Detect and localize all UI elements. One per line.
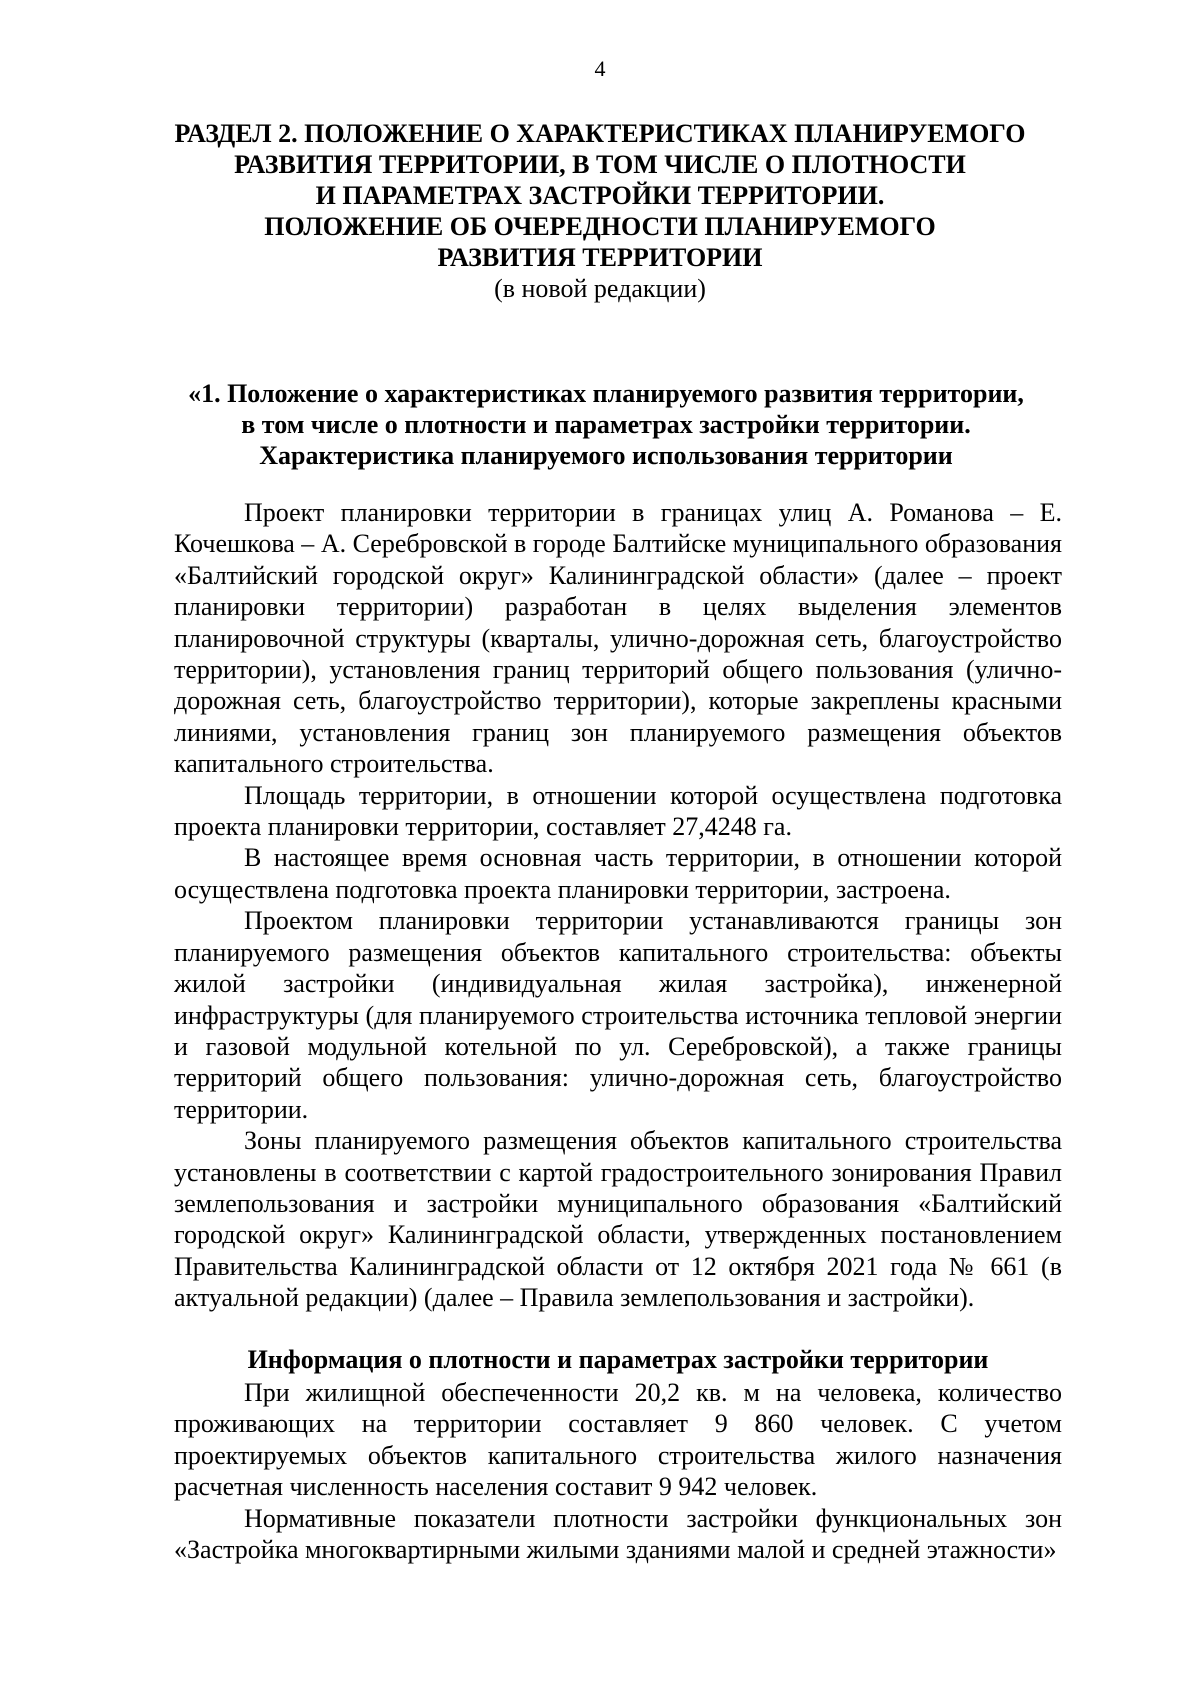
section-title-line: РАЗВИТИЯ ТЕРРИТОРИИ (437, 243, 763, 272)
paragraph: В настоящее время основная часть территории, в отношении которой осуществлена подготовка проекта планировки территории, застроена. (174, 843, 1062, 904)
chapter-title-line: в том числе о плотности и параметрах застройки территории. (241, 410, 971, 439)
paragraph: Нормативные показатели плотности застройки функциональных зон «Застройка многоквартирными жилыми зданиями малой и средней этажности» (174, 1503, 1062, 1565)
body-text-2 (174, 1377, 1062, 1565)
paragraph: Проект планировки территории в границах улиц А. Романова – Е. Кочешкова – А. Серебровской в городе Балтийске муниципального образования «Балтийский городской округ» Калининградской области» (далее – проект планировки территории) разработан в целях выделения элементов планировочной структуры (кварталы, улично-дорожная сеть, благоустройство территории), установления границ территорий общего пользования (улично-дорожная сеть, благоустройство территории), которые закреплены красными линиями, установления границ зон планируемого размещения объектов капитального строительства. (174, 498, 1062, 779)
chapter-title-line: «1. Положение о характеристиках планируемого развития территории, (188, 379, 1024, 408)
section-title-line: РАЗДЕЛ 2. ПОЛОЖЕНИЕ О ХАРАКТЕРИСТИКАХ ПЛАНИРУЕМОГО (174, 119, 1026, 148)
paragraph: Зоны планируемого размещения объектов капитального строительства установлены в соответствии с картой градостроительного зонирования Правил землепользования и застройки муниципального образования «Балтийский городской округ» Калининградской области, утвержденных постановлением Правительства Калининградской области от 12 октября 2021 года № 661 (в актуальной редакции) (далее – Правила землепользования и застройки). (174, 1126, 1062, 1313)
chapter-title (150, 378, 1062, 471)
body-text (174, 497, 1062, 1314)
section-title-line: ПОЛОЖЕНИЕ ОБ ОЧЕРЕДНОСТИ ПЛАНИРУЕМОГО (264, 212, 936, 241)
section-title (150, 118, 1050, 304)
section-title-line: РАЗВИТИЯ ТЕРРИТОРИИ, В ТОМ ЧИСЛЕ О ПЛОТНОСТИ (234, 150, 966, 179)
subheading: Информация о плотности и параметрах застройки территории (247, 1345, 989, 1374)
paragraph: При жилищной обеспеченности 20,2 кв. м на человека, количество проживающих на территории составляет 9 860 человек. С учетом проектируемых объектов капитального строительства жилого назначения расчетная численность населения составит 9 942 человек. (174, 1378, 1062, 1502)
paragraph: Проектом планировки территории устанавливаются границы зон планируемого размещения объектов капитального строительства: объекты жилой застройки (индивидуальная жилая застройка), инженерной инфраструктуры (для планируемого строительства источника тепловой энергии и газовой модульной котельной по ул. Серебровской), а также границы территорий общего пользования: улично-дорожная сеть, благоустройство территории. (174, 906, 1062, 1124)
chapter-title-line: Характеристика планируемого использования территории (259, 441, 953, 470)
section-subtitle: (в новой редакции) (494, 274, 706, 303)
page-number: 4 (594, 56, 606, 81)
section-title-line: И ПАРАМЕТРАХ ЗАСТРОЙКИ ТЕРРИТОРИИ. (315, 181, 885, 210)
paragraph: Площадь территории, в отношении которой осуществлена подготовка проекта планировки территории, составляет 27,4248 га. (174, 780, 1062, 842)
